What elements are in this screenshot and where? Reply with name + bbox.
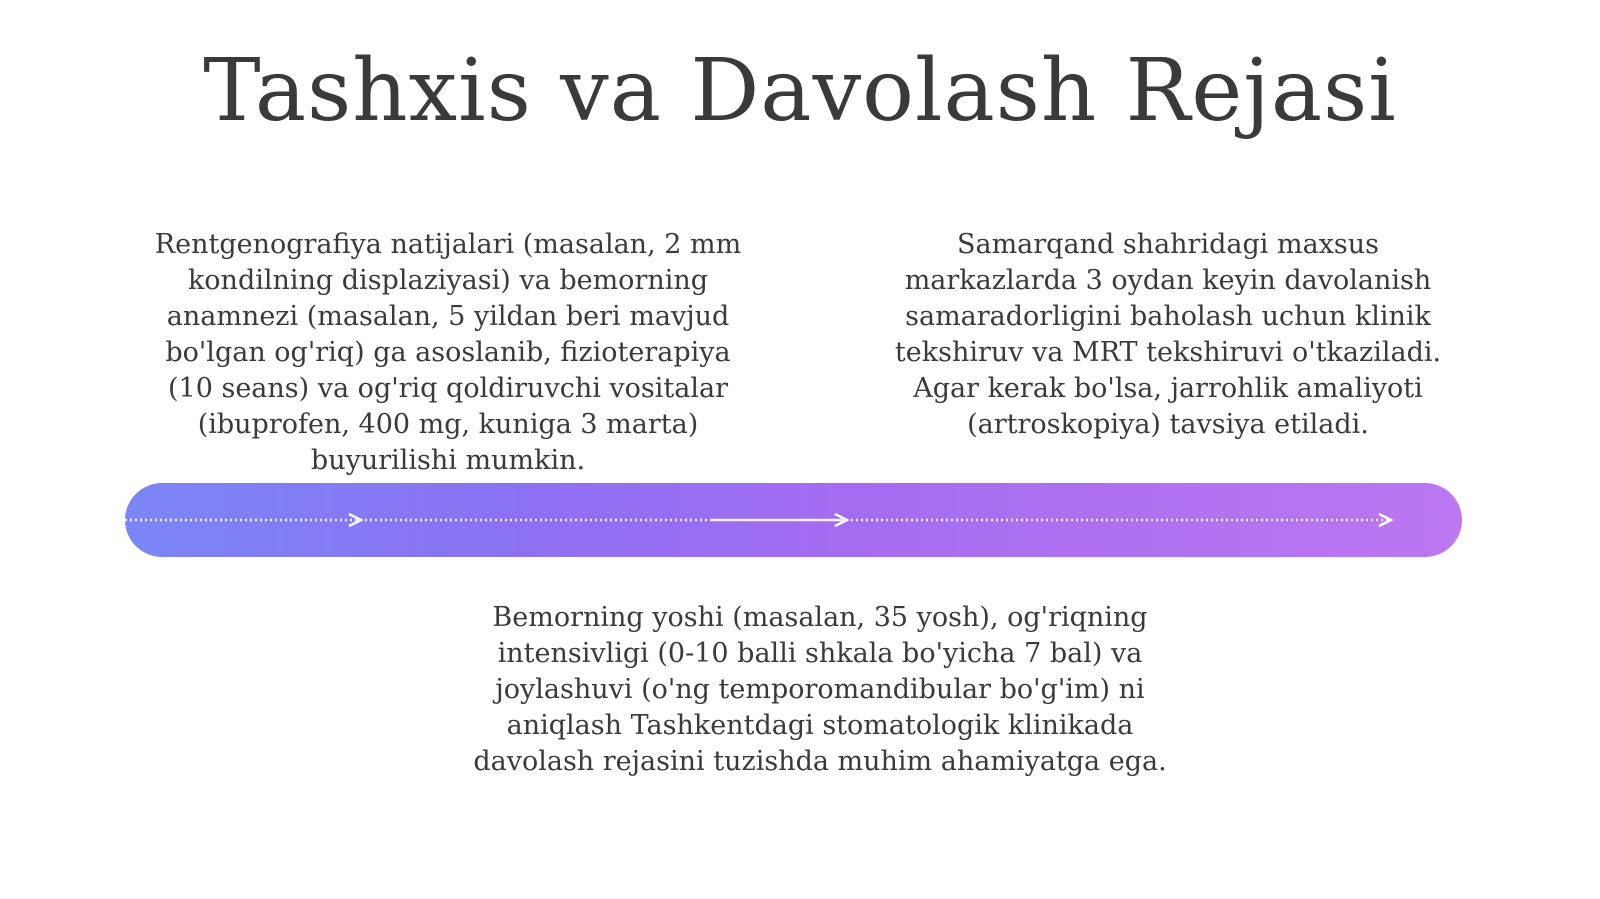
right-text-block: Samarqand shahridagi maxsus markazlarda 3 oydan keyin davolanish samaradorligini baholash uchun klinik tekshiruv va MRT tekshiruvi o'tkaziladi. Agar kerak bo'lsa, jarrohlik amaliyoti (artroskopiya) tavsiya etiladi. [894, 229, 1442, 440]
slide-title: Tashxis va Davolash Rejasi [203, 41, 1397, 141]
timeline-bar [125, 483, 1462, 557]
arrow-3-icon [1379, 514, 1391, 526]
timeline-arrows [125, 483, 1462, 557]
bottom-text-block: Bemorning yoshi (masalan, 35 yosh), og'riqning intensivligi (0-10 balli shkala bo'yicha 7 bal) va joylashuvi (o'ng temporomandibular bo'g'im) ni aniqlash Tashkentdagi stomatologik klinikada davolash rejasini tuzishda muhim ahamiyatga ega. [473, 602, 1167, 777]
left-text-block: Rentgenografiya natijalari (masalan, 2 mm kondilning displaziyasi) va bemorning anamnezi (masalan, 5 yildan beri mavjud bo'lgan og'riq) ga asoslanib, fizioterapiya (10 seans) va og'riq qoldiruvchi vositalar (ibuprofen, 400 mg, kuniga 3 marta) buyurilishi mumkin. [154, 229, 742, 476]
